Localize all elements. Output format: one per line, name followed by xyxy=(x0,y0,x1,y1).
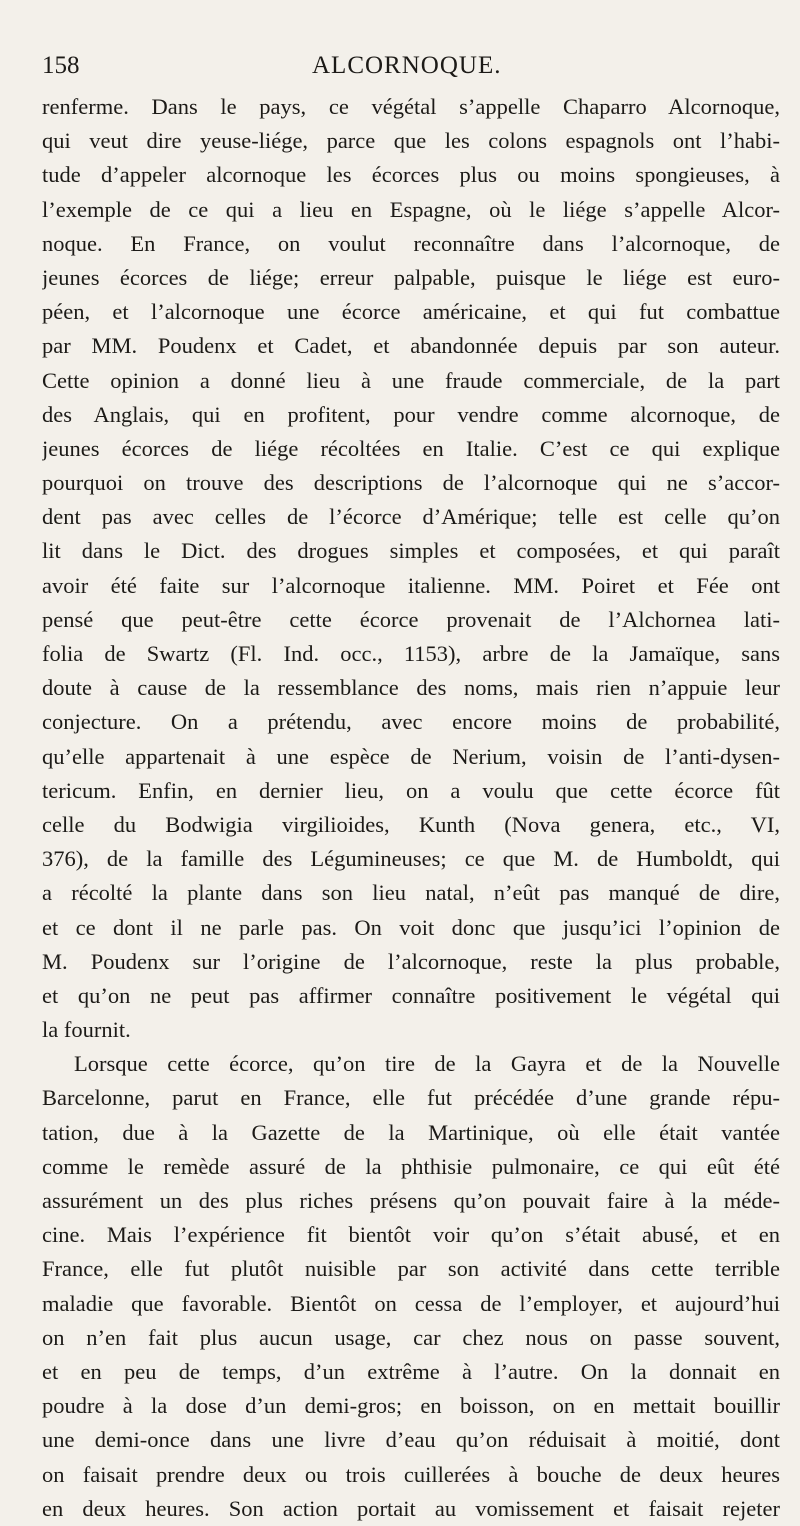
text-line: folia de Swartz (Fl. Ind. occ., 1153), arbre de la Jamaïque, sans xyxy=(42,641,780,666)
text-line: qu’elle appartenait à une espèce de Nerium, voisin de l’anti-dysen- xyxy=(42,743,780,769)
text-line: 376), de la famille des Légumineuses; ce que M. de Humboldt, qui xyxy=(42,846,780,872)
text-line: jeunes écorces de liége récoltées en Italie. C’est ce qui explique xyxy=(42,435,780,461)
text-line: Lorsque cette écorce, qu’on tire de la Gayra et de la Nouvelle xyxy=(74,1051,780,1077)
text-line: noque. En France, on voulut reconnaître dans l’alcornoque, de xyxy=(42,230,780,256)
text-line: conjecture. On a prétendu, avec encore moins de probabilité, xyxy=(42,709,780,735)
text-line: dent pas avec celles de l’écorce d’Amérique; telle est celle qu’on xyxy=(42,504,780,530)
text-line: celle du Bodwigia virgilioides, Kunth (Nova genera, etc., VI, xyxy=(42,811,780,837)
page-header xyxy=(0,0,800,90)
text-line: France, elle fut plutôt nuisible par son activité dans cette terrible xyxy=(42,1256,780,1282)
text-line: maladie que favorable. Bientôt on cessa de l’employer, et aujourd’hui xyxy=(42,1290,780,1316)
text-line: doute à cause de la ressemblance des noms, mais rien n’appuie leur xyxy=(42,675,780,701)
text-line: en deux heures. Son action portait au vomissement et faisait rejeter xyxy=(42,1495,780,1521)
text-line: pensé que peut-être cette écorce provenait de l’Alchornea lati- xyxy=(42,606,780,632)
text-line: tericum. Enfin, en dernier lieu, on a voulu que cette écorce fût xyxy=(42,777,780,803)
text-line: et ce dont il ne parle pas. On voit donc que jusqu’ici l’opinion de xyxy=(42,914,780,940)
text-line: Barcelonne, parut en France, elle fut précédée d’une grande répu- xyxy=(42,1085,780,1111)
text-line: des Anglais, qui en profitent, pour vendre comme alcornoque, de xyxy=(42,401,780,427)
text-line: renferme. Dans le pays, ce végétal s’appelle Chaparro Alcornoque, xyxy=(42,94,780,119)
text-line: tation, due à la Gazette de la Martinique, où elle était vantée xyxy=(42,1119,780,1145)
page-number: 158 xyxy=(42,52,80,79)
text-line: on faisait prendre deux ou trois cuillerées à bouche de deux heures xyxy=(42,1461,780,1487)
text-line: on n’en fait plus aucun usage, car chez nous on passe souvent, xyxy=(42,1324,780,1350)
text-line: la fournit. xyxy=(42,1017,131,1043)
text-line: poudre à la dose d’un demi-gros; en boisson, on en mettait bouillir xyxy=(42,1393,780,1419)
text-line: pourquoi on trouve des descriptions de l’alcornoque qui ne s’accor- xyxy=(42,470,780,496)
text-line: jeunes écorces de liége; erreur palpable, puisque le liége est euro- xyxy=(42,264,780,290)
body-text xyxy=(42,90,780,1526)
text-line: Cette opinion a donné lieu à une fraude commerciale, de la part xyxy=(42,367,780,393)
text-line: avoir été faite sur l’alcornoque italienne. MM. Poiret et Fée ont xyxy=(42,572,780,598)
text-line: cine. Mais l’expérience fit bientôt voir qu’on s’était abusé, et en xyxy=(42,1222,780,1248)
text-line: l’exemple de ce qui a lieu en Espagne, où le liége s’appelle Alcor- xyxy=(42,196,780,222)
text-line: et en peu de temps, d’un extrême à l’autre. On la donnait en xyxy=(42,1358,780,1384)
text-line: M. Poudenx sur l’origine de l’alcornoque, reste la plus probable, xyxy=(42,948,780,974)
text-line: et qu’on ne peut pas affirmer connaître positivement le végétal qui xyxy=(42,982,780,1008)
text-line: une demi-once dans une livre d’eau qu’on réduisait à moitié, dont xyxy=(42,1427,780,1453)
text-line: tude d’appeler alcornoque les écorces plus ou moins spongieuses, à xyxy=(42,162,780,188)
text-line: par MM. Poudenx et Cadet, et abandonnée depuis par son auteur. xyxy=(42,333,780,359)
running-head: ALCORNOQUE. xyxy=(312,52,502,79)
text-line: comme le remède assuré de la phthisie pulmonaire, ce qui eût été xyxy=(42,1153,780,1179)
text-line: qui veut dire yeuse-liége, parce que les colons espagnols ont l’habi- xyxy=(42,128,780,154)
text-line: a récolté la plante dans son lieu natal, n’eût pas manqué de dire, xyxy=(42,880,780,906)
text-line: assurément un des plus riches présens qu’on pouvait faire à la méde- xyxy=(42,1188,780,1213)
text-line: lit dans le Dict. des drogues simples et composées, et qui paraît xyxy=(42,538,780,564)
text-line: péen, et l’alcornoque une écorce américaine, et qui fut combattue xyxy=(42,299,780,325)
